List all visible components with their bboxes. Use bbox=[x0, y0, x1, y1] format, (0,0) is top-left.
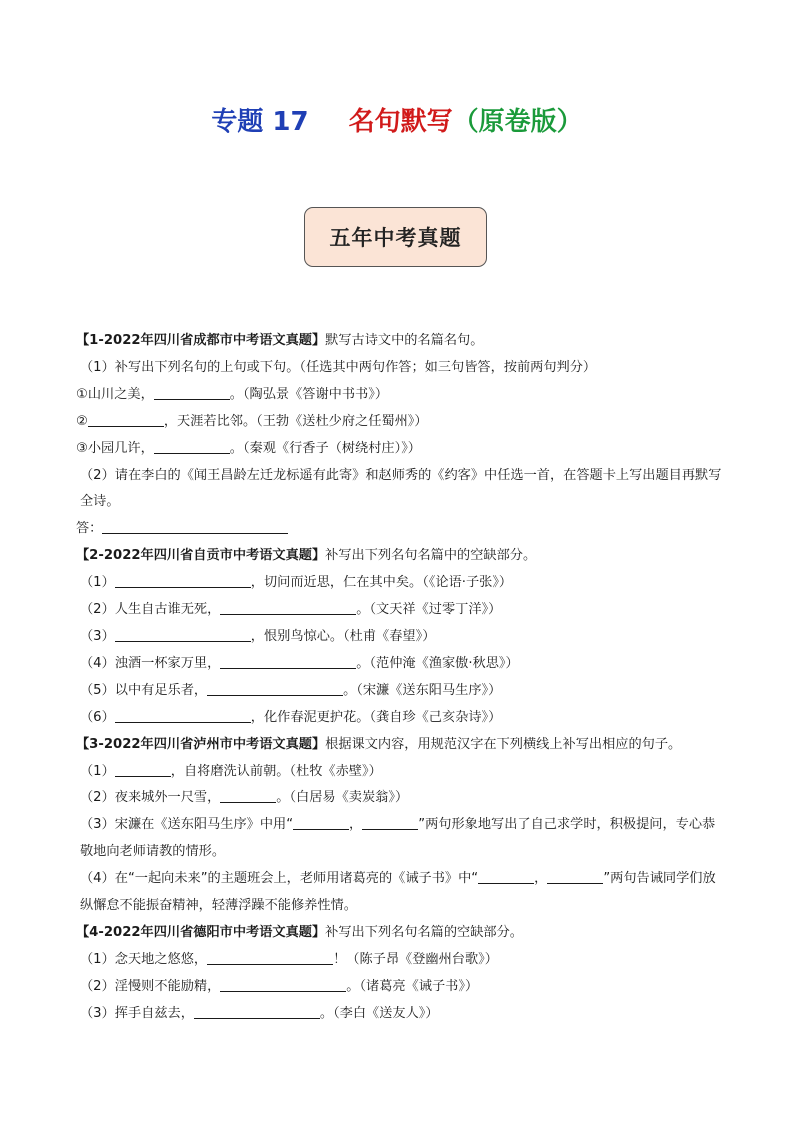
question-line bbox=[76, 651, 726, 678]
line-text: （1）补写出下列名句的上句或下句。（任选其中两句作答；如三句皆答，按前两句判分） bbox=[80, 359, 597, 375]
answer-blank[interactable] bbox=[88, 412, 164, 427]
answer-blank[interactable] bbox=[220, 654, 356, 669]
question-line bbox=[76, 436, 726, 463]
answer-blank[interactable] bbox=[220, 977, 346, 992]
answer-blank[interactable] bbox=[102, 519, 288, 534]
question-header bbox=[76, 543, 726, 570]
question-intro: 根据课文内容，用规范汉字在下列横线上补写出相应的句子。 bbox=[325, 736, 682, 752]
line-text: ， bbox=[349, 817, 363, 833]
line-text: ， bbox=[534, 871, 548, 887]
line-text: （3）宋濂在《送东阳马生序》中用“ bbox=[80, 817, 294, 833]
line-text: 。（范仲淹《渔家傲·秋思》） bbox=[356, 655, 519, 671]
line-text: 。（宋濂《送东阳马生序》） bbox=[343, 682, 502, 698]
question-line bbox=[76, 866, 726, 920]
question-line bbox=[76, 678, 726, 705]
question-header bbox=[76, 920, 726, 947]
answer-blank[interactable] bbox=[293, 815, 349, 830]
section-label-box bbox=[304, 207, 487, 267]
line-text: （4）在“一起向未来”的主题班会上，老师用诸葛亮的《诫子书》中“ bbox=[80, 871, 479, 887]
line-text: （2）夜来城外一尺雪， bbox=[80, 790, 221, 806]
answer-blank[interactable] bbox=[220, 788, 276, 803]
line-text: 。（诸葛亮《诫子书》） bbox=[346, 978, 479, 994]
line-text: ”两句告诫同学们放纵懈怠不能振奋精神，轻薄浮躁不能修养性情。 bbox=[80, 871, 716, 914]
question-line bbox=[76, 974, 726, 1001]
question-line bbox=[76, 463, 726, 517]
question-line bbox=[76, 812, 726, 866]
answer-blank[interactable] bbox=[547, 869, 603, 884]
line-text: （5）以中有足乐者， bbox=[80, 682, 208, 698]
question-line bbox=[76, 947, 726, 974]
line-text: 。（白居易《卖炭翁》） bbox=[276, 790, 409, 806]
question-source: 【2-2022年四川省自贡市中考语文真题】 bbox=[76, 548, 326, 564]
line-text: 。（李白《送友人》） bbox=[319, 1005, 439, 1021]
question-line bbox=[76, 382, 726, 409]
line-text: ”两句形象地写出了自己求学时，积极提问，专心恭敬地向老师请教的情形。 bbox=[80, 817, 716, 860]
question-line bbox=[76, 570, 726, 597]
question-line bbox=[76, 355, 726, 382]
line-text: （2）请在李白的《闻王昌龄左迁龙标遥有此寄》和赵师秀的《约客》中任选一首，在答题卡上写出题目再默写全诗。 bbox=[80, 467, 722, 510]
question-line bbox=[76, 705, 726, 732]
title-topic-number: 专题 17 bbox=[211, 107, 309, 137]
answer-blank[interactable] bbox=[220, 600, 356, 615]
question-source: 【1-2022年四川省成都市中考语文真题】 bbox=[76, 333, 326, 348]
question-line bbox=[76, 1001, 726, 1028]
line-text: （4）浊酒一杯家万里， bbox=[80, 655, 221, 671]
line-text: ② bbox=[76, 413, 88, 429]
line-text: ！（陈子昂《登幽州台歌》） bbox=[333, 951, 498, 967]
line-text: （1） bbox=[80, 575, 115, 591]
line-text: （2）人生自古谁无死， bbox=[80, 602, 221, 618]
page-title bbox=[0, 102, 794, 142]
question-line bbox=[76, 759, 726, 786]
line-text: ③小园几许， bbox=[76, 440, 154, 456]
question-line bbox=[76, 785, 726, 812]
line-text: （1）念天地之悠悠， bbox=[80, 951, 208, 967]
line-text: （2）淫慢则不能励精， bbox=[80, 978, 221, 994]
line-text: ，自将磨洗认前朝。（杜牧《赤壁》） bbox=[170, 763, 382, 779]
question-list bbox=[76, 328, 726, 1028]
answer-blank[interactable] bbox=[154, 385, 230, 400]
line-text: （1） bbox=[80, 763, 115, 779]
line-text: ，化作春泥更护花。（龚自珍《己亥杂诗》） bbox=[250, 709, 502, 725]
section-label: 五年中考真题 bbox=[329, 225, 462, 250]
answer-blank[interactable] bbox=[207, 681, 343, 696]
answer-blank[interactable] bbox=[115, 627, 251, 642]
question-line bbox=[76, 597, 726, 624]
question-header bbox=[76, 732, 726, 759]
answer-blank[interactable] bbox=[154, 439, 230, 454]
answer-blank[interactable] bbox=[115, 708, 251, 723]
line-text: 。（陶弘景《答谢中书书》） bbox=[229, 386, 389, 402]
line-text: ①山川之美， bbox=[76, 386, 154, 402]
line-text: ，切问而近思，仁在其中矣。（《论语·子张》） bbox=[250, 575, 513, 591]
answer-blank[interactable] bbox=[194, 1004, 320, 1019]
question-intro: 默写古诗文中的名篇名句。 bbox=[325, 333, 484, 348]
question-line bbox=[76, 624, 726, 651]
line-text: （3） bbox=[80, 628, 115, 644]
question-source: 【4-2022年四川省德阳市中考语文真题】 bbox=[76, 924, 326, 940]
line-text: 。（秦观《行香子（树绕村庄）》） bbox=[229, 440, 421, 456]
question-line bbox=[76, 516, 726, 543]
answer-blank[interactable] bbox=[115, 573, 251, 588]
line-text: 。（文天祥《过零丁洋》） bbox=[356, 602, 502, 618]
line-text: ，恨别鸟惊心。（杜甫《春望》） bbox=[250, 628, 436, 644]
title-topic-name: 名句默写 bbox=[348, 107, 453, 137]
answer-blank[interactable] bbox=[115, 762, 171, 777]
question-source: 【3-2022年四川省泸州市中考语文真题】 bbox=[76, 736, 326, 752]
question-intro: 补写出下列名句名篇的空缺部分。 bbox=[325, 924, 523, 940]
question-header bbox=[76, 328, 726, 355]
title-edition: （原卷版） bbox=[452, 107, 583, 137]
answer-blank[interactable] bbox=[362, 815, 418, 830]
line-text: ，天涯若比邻。（王勃《送杜少府之任蜀州》） bbox=[163, 413, 428, 429]
answer-blank[interactable] bbox=[478, 869, 534, 884]
question-intro: 补写出下列名句名篇中的空缺部分。 bbox=[325, 548, 537, 564]
question-line bbox=[76, 409, 726, 436]
line-text: （3）挥手自兹去， bbox=[80, 1005, 194, 1021]
line-text: 答： bbox=[76, 521, 103, 537]
line-text: （6） bbox=[80, 709, 115, 725]
answer-blank[interactable] bbox=[207, 950, 333, 965]
